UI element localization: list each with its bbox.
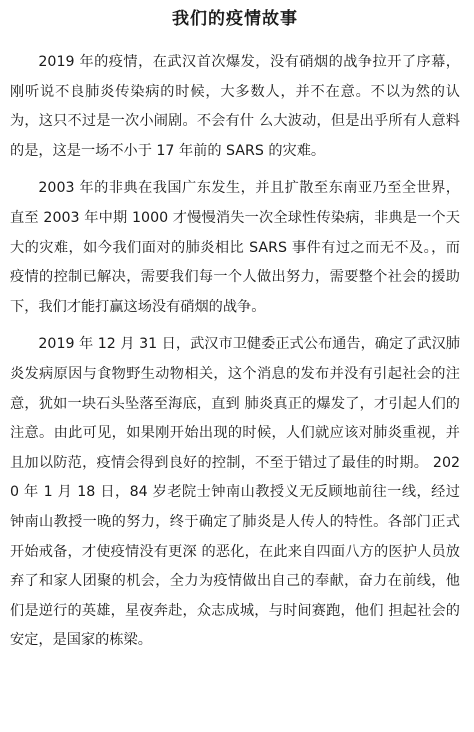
paragraph-1: 2019 年的疫情，在武汉首次爆发，没有硝烟的战争拉开了序幕，刚听说不良肺炎传染病的时候，大多数人，并不在意。不以为然的认为，这只不过是一次小闹剧。不会有什 么大波动，但是出乎所有人意料的是，这是一场不小于 17 年前的 SARS 的灾难。 (10, 54, 460, 159)
paragraph-3: 2019 年 12 月 31 日，武汉市卫健委正式公布通告，确定了武汉肺炎发病原因与食物野生动物相关，这个消息的发布并没有引起社会的注意，犹如一块石头坠落至海底，直到 肺炎真正的爆发了，才引起人们的注意。由此可见，如果刚开始出现的时候，人们就应该对肺炎重视，并且加以防范，疫情会得到良好的控制，不至于错过了最佳的时期。 2020 年 1 月 18 日，84 岁老院士钟南山教授义无反顾地前往一线，经过钟南山教授一晚的努力，终于确定了肺炎是人传人的特性。各部门正式开始戒备，才使疫情没有更深 的恶化，在此来自四面八方的医护人员放弃了和家人团聚的机会，全力为疫情做出自己的奉献，奋力在前线，他们是逆行的英雄，星夜奔赴，众志成城，与时间赛跑，他们 担起社会的安定，是国家的栋梁。 (10, 336, 460, 649)
document-title: 我们的疫情故事 (172, 9, 298, 29)
paragraph-2: 2003 年的非典在我国广东发生，并且扩散至东南亚乃至全世界，直至 2003 年中期 1000 才慢慢消失一次全球性传染病，非典是一个天大的灾难，如今我们面对的肺炎相比 SARS 事件有过之而无不及。，而疫情的控制已解决，需要我们每一个人做出努力，需要整个社会的援助下，我们才能打赢这场没有硝烟的战争。 (10, 180, 460, 315)
